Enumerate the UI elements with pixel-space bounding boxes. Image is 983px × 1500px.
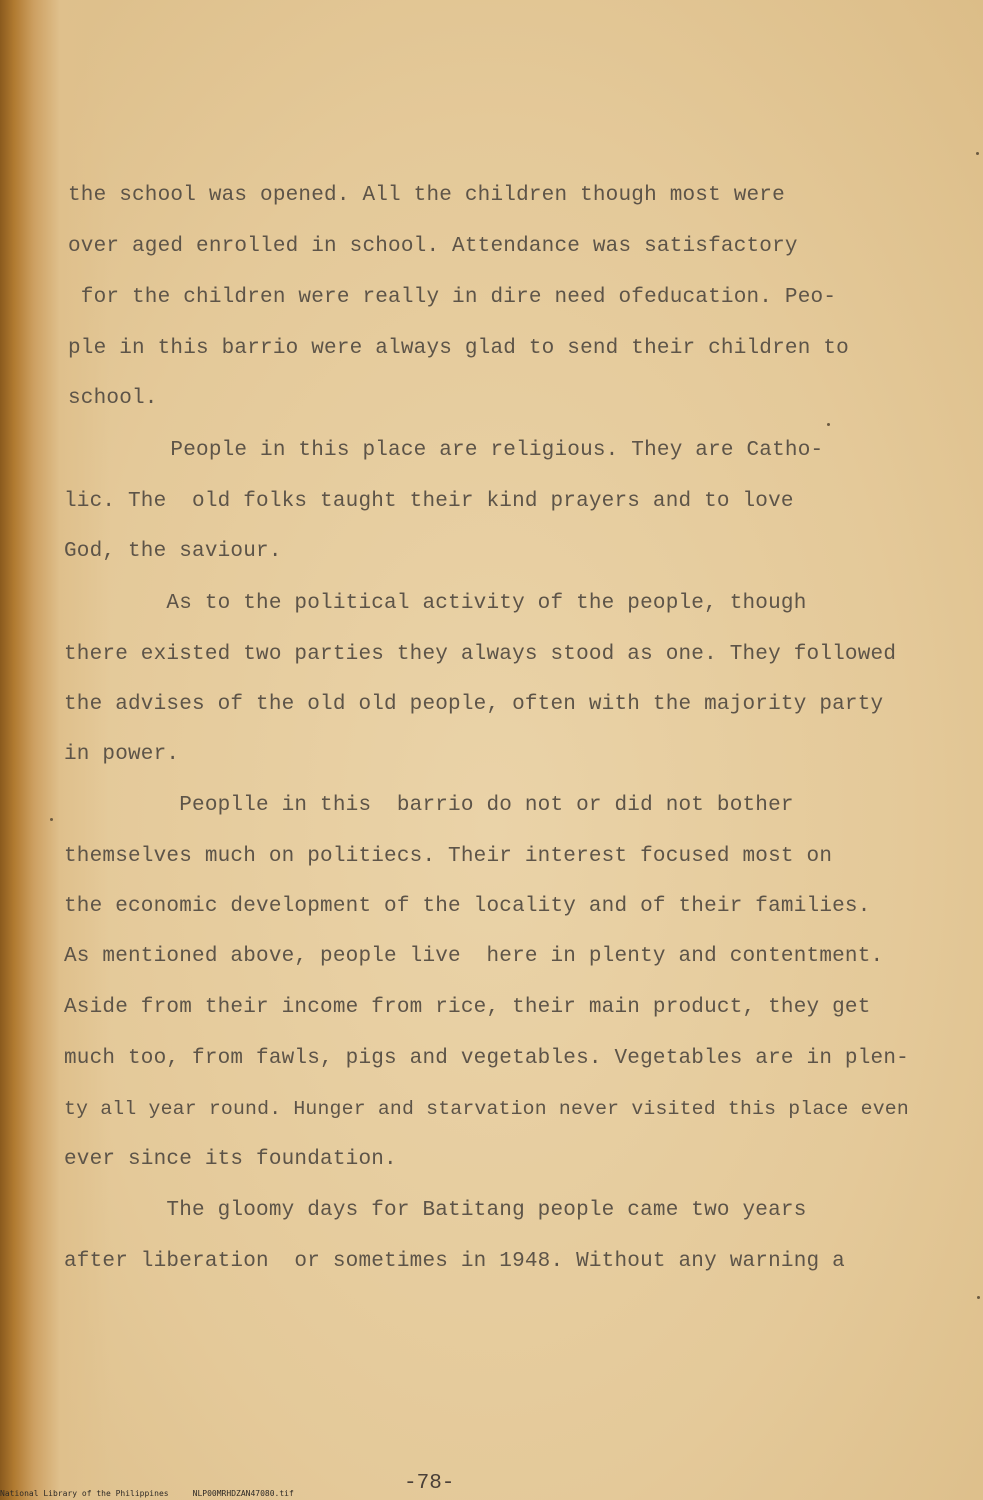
text-line-18: much too, from fawls, pigs and vegetables. Vegetables are in plen- — [64, 1047, 909, 1070]
text-line-13: Peoplle in this barrio do not or did not bother — [64, 794, 794, 817]
paper-speck — [827, 423, 830, 426]
paper-speck — [50, 818, 53, 821]
text-line-10: there existed two parties they always stood as one. They followed — [64, 643, 897, 666]
text-line-20: ever since its foundation. — [64, 1148, 397, 1171]
text-line-11: the advises of the old old people, often with the majority party — [64, 693, 884, 716]
page-number: -78- — [404, 1472, 455, 1495]
text-line-8: God, the saviour. — [64, 540, 282, 563]
text-line-16: As mentioned above, people live here in plenty and contentment. — [64, 945, 884, 968]
text-line-1: the school was opened. All the children though most were — [68, 184, 785, 207]
text-line-6: People in this place are religious. They are Catho- — [68, 439, 824, 462]
text-line-22: after liberation or sometimes in 1948. Without any warning a — [64, 1250, 845, 1273]
archive-footer: National Library of the Philippines NLP00MRHDZAN47080.tif — [0, 1489, 294, 1498]
text-line-3: for the children were really in dire need ofeducation. Peo- — [68, 286, 837, 309]
text-line-7: lic. The old folks taught their kind prayers and to love — [64, 490, 794, 513]
paper-speck — [976, 152, 979, 155]
text-line-17: Aside from their income from rice, their main product, they get — [64, 996, 871, 1019]
text-line-19: ty all year round. Hunger and starvation never visited this place even — [64, 1098, 909, 1120]
text-line-2: over aged enrolled in school. Attendance was satisfactory — [68, 235, 798, 258]
text-line-15: the economic development of the locality and of their families. — [64, 895, 871, 918]
text-line-21: The gloomy days for Batitang people came two years — [64, 1199, 807, 1222]
text-line-5: school. — [68, 387, 158, 410]
text-line-9: As to the political activity of the people, though — [64, 592, 807, 615]
paper-speck — [977, 1296, 980, 1299]
text-line-14: themselves much on politiecs. Their interest focused most on — [64, 845, 833, 868]
text-line-12: in power. — [64, 743, 180, 766]
text-line-4: ple in this barrio were always glad to send their children to — [68, 337, 849, 360]
